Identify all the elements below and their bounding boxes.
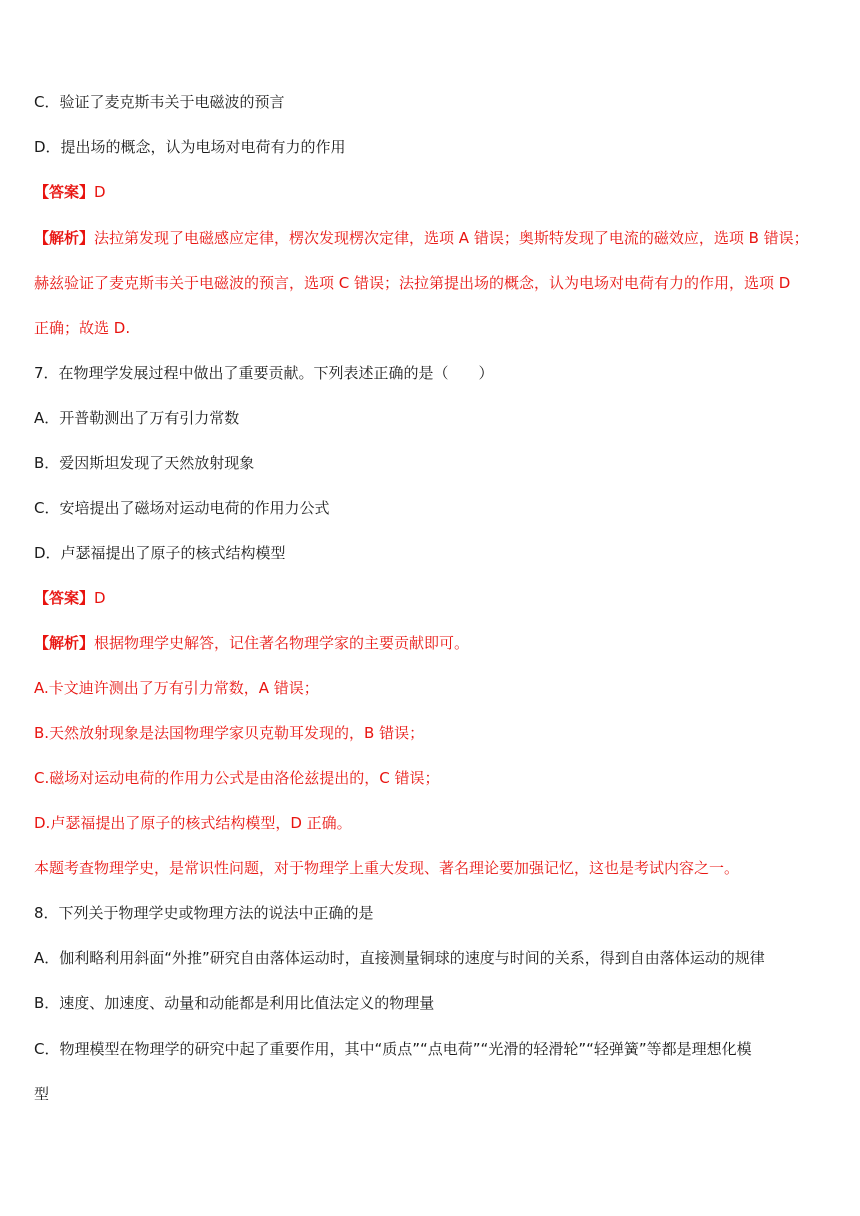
q8-option-c-line-2: 型 <box>34 1085 50 1103</box>
answer-value: D <box>94 589 106 607</box>
q6-option-c: C．验证了麦克斯韦关于电磁波的预言 <box>34 93 285 111</box>
q6-analysis-line-1 <box>34 228 840 248</box>
q8-option-a: A．伽利略利用斜面“外推”研究自由落体运动时，直接测量铜球的速度与时间的关系，得到自由落体运动的规律 <box>34 949 765 967</box>
q7-option-c: C．安培提出了磁场对运动电荷的作用力公式 <box>34 499 330 517</box>
q6-analysis-line-2: 赫兹验证了麦克斯韦关于电磁波的预言，选项 C 错误；法拉第提出场的概念，认为电场对电荷有力的作用，选项 D <box>34 274 791 292</box>
q7-option-d: D．卢瑟福提出了原子的核式结构模型 <box>34 544 286 562</box>
q7-analysis-b: B.天然放射现象是法国物理学家贝克勒耳发现的，B 错误； <box>34 724 425 742</box>
q7-option-b: B．爱因斯坦发现了天然放射现象 <box>34 454 255 472</box>
q7-analysis-c: C.磁场对运动电荷的作用力公式是由洛伦兹提出的，C 错误； <box>34 769 440 787</box>
q7-stem: 7．在物理学发展过程中做出了重要贡献。下列表述正确的是（ ） <box>34 364 494 382</box>
q8-option-b: B．速度、加速度、动量和动能都是利用比值法定义的物理量 <box>34 994 435 1012</box>
analysis-tag: 【解析】 <box>34 634 95 652</box>
analysis-text: 根据物理学史解答，记住著名物理学家的主要贡献即可。 <box>94 634 470 652</box>
answer-tag: 【答案】 <box>34 589 95 607</box>
q8-stem: 8．下列关于物理学史或物理方法的说法中正确的是 <box>34 904 374 922</box>
analysis-tag: 【解析】 <box>34 229 95 247</box>
q6-analysis-line-3: 正确；故选 D. <box>34 319 131 337</box>
q8-option-c-line-1: C．物理模型在物理学的研究中起了重要作用，其中“质点”“点电荷”“光滑的轻滑轮”“轻弹簧”等都是理想化模 <box>34 1040 752 1058</box>
analysis-text: 法拉第发现了电磁感应定律，楞次发现楞次定律，选项 A 错误；奥斯特发现了电流的磁效应，选项 B 错误； <box>94 229 809 247</box>
q7-analysis-d: D.卢瑟福提出了原子的核式结构模型，D 正确。 <box>34 814 352 832</box>
answer-value: D <box>94 183 106 201</box>
q7-analysis-summary: 本题考查物理学史，是常识性问题，对于物理学上重大发现、著名理论要加强记忆，这也是考试内容之一。 <box>34 859 740 877</box>
q7-answer <box>34 588 840 608</box>
answer-tag: 【答案】 <box>34 183 95 201</box>
q7-option-a: A．开普勒测出了万有引力常数 <box>34 409 240 427</box>
q7-analysis-a: A.卡文迪许测出了万有引力常数，A 错误； <box>34 679 319 697</box>
q6-answer <box>34 182 840 202</box>
q6-option-d: D．提出场的概念，认为电场对电荷有力的作用 <box>34 138 346 156</box>
q7-analysis-intro <box>34 633 840 653</box>
